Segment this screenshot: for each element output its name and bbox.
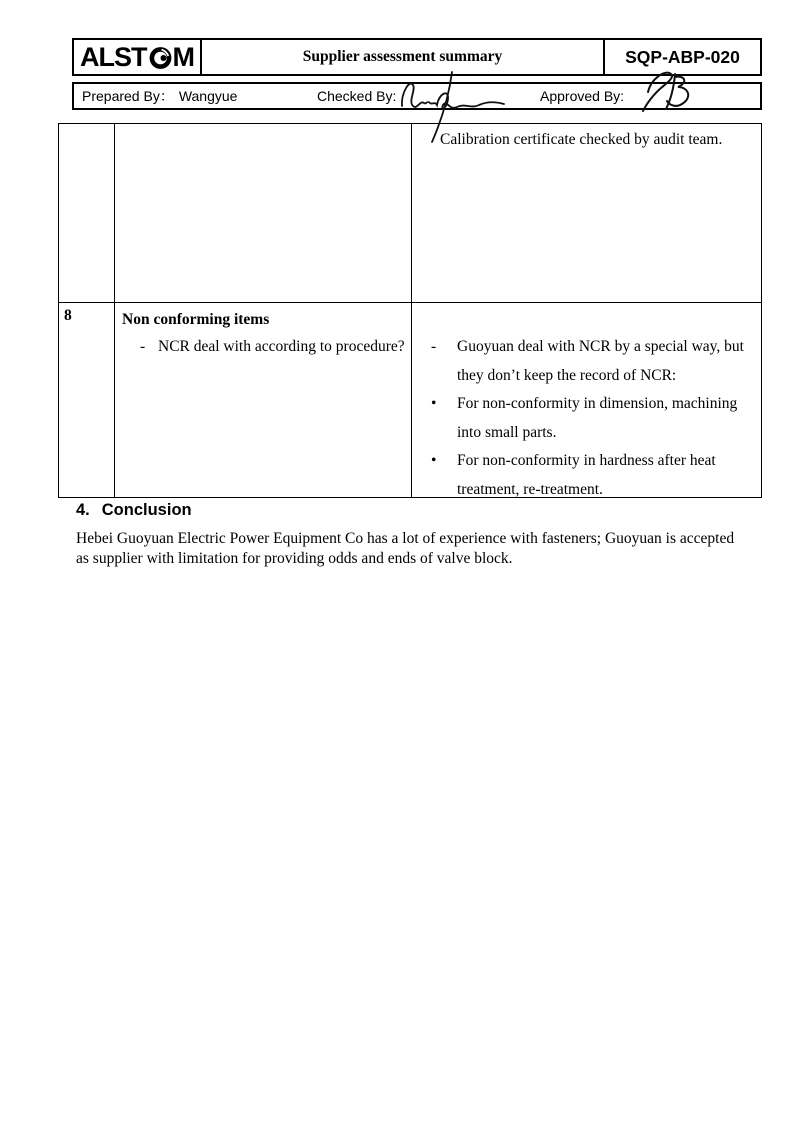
doc-code: SQP-ABP-020	[625, 46, 740, 67]
bullet-marker: •	[431, 395, 437, 412]
conclusion-line: Hebei Guoyuan Electric Power Equipment Co has a lot of experience with fasteners; Guoyuan is accepted	[76, 530, 735, 547]
signature-row	[72, 82, 762, 110]
item-question-cell	[115, 124, 412, 302]
checked-by-label: Checked By:	[317, 88, 397, 104]
item-category: Non conforming items	[122, 311, 270, 328]
dash-marker: -	[140, 338, 146, 355]
prepared-by-label: Prepared By：	[82, 88, 174, 104]
conclusion-line: as supplier with limitation for providing odds and ends of valve block.	[76, 549, 513, 567]
doc-code-cell	[605, 40, 760, 74]
continued-finding-text: Calibration certificate checked by audit team.	[440, 131, 723, 148]
logo-cell	[74, 40, 202, 74]
item-finding-cell	[412, 303, 761, 497]
title-cell	[202, 40, 605, 74]
alstom-o-icon	[147, 44, 173, 71]
item-question-text: NCR deal with according to procedure?	[158, 338, 405, 355]
finding-item	[431, 390, 757, 447]
alstom-logo	[80, 41, 194, 72]
item-number-cell	[59, 124, 115, 302]
table-row-8	[59, 303, 761, 497]
finding-line: For non-conformity in hardness after heat	[457, 452, 716, 469]
finding-line: For non-conformity in dimension, machining	[457, 395, 738, 412]
finding-line: Guoyuan deal with NCR by a special way, but	[457, 338, 744, 355]
conclusion-title: Conclusion	[101, 501, 192, 519]
item-number-cell	[59, 303, 115, 497]
assessment-table	[58, 123, 762, 498]
finding-line: they don’t keep the record of NCR:	[457, 366, 677, 384]
header-box	[72, 38, 762, 76]
approved-by-field	[540, 84, 624, 108]
finding-item	[431, 333, 757, 390]
finding-item	[431, 447, 757, 504]
item-question-cell	[115, 303, 412, 497]
conclusion-heading	[76, 501, 192, 520]
approved-by-label: Approved By:	[540, 88, 625, 104]
conclusion-number: 4.	[76, 501, 90, 519]
bullet-marker: •	[431, 452, 437, 469]
item-finding-cell	[412, 124, 761, 302]
item-number: 8	[64, 307, 72, 324]
logo-text-right: M	[172, 41, 194, 72]
finding-line: treatment, re-treatment.	[457, 480, 603, 498]
finding-line: into small parts.	[457, 423, 557, 441]
conclusion-paragraph	[76, 529, 776, 568]
prepared-by-field	[82, 84, 237, 108]
logo-text-left: ALST	[80, 41, 147, 72]
item-question	[140, 333, 411, 361]
checked-by-field	[317, 84, 396, 108]
page-title: Supplier assessment summary	[302, 48, 503, 65]
prepared-by-value: Wangyue	[178, 88, 238, 104]
table-row-continued	[59, 124, 761, 303]
dash-marker: -	[431, 338, 437, 355]
